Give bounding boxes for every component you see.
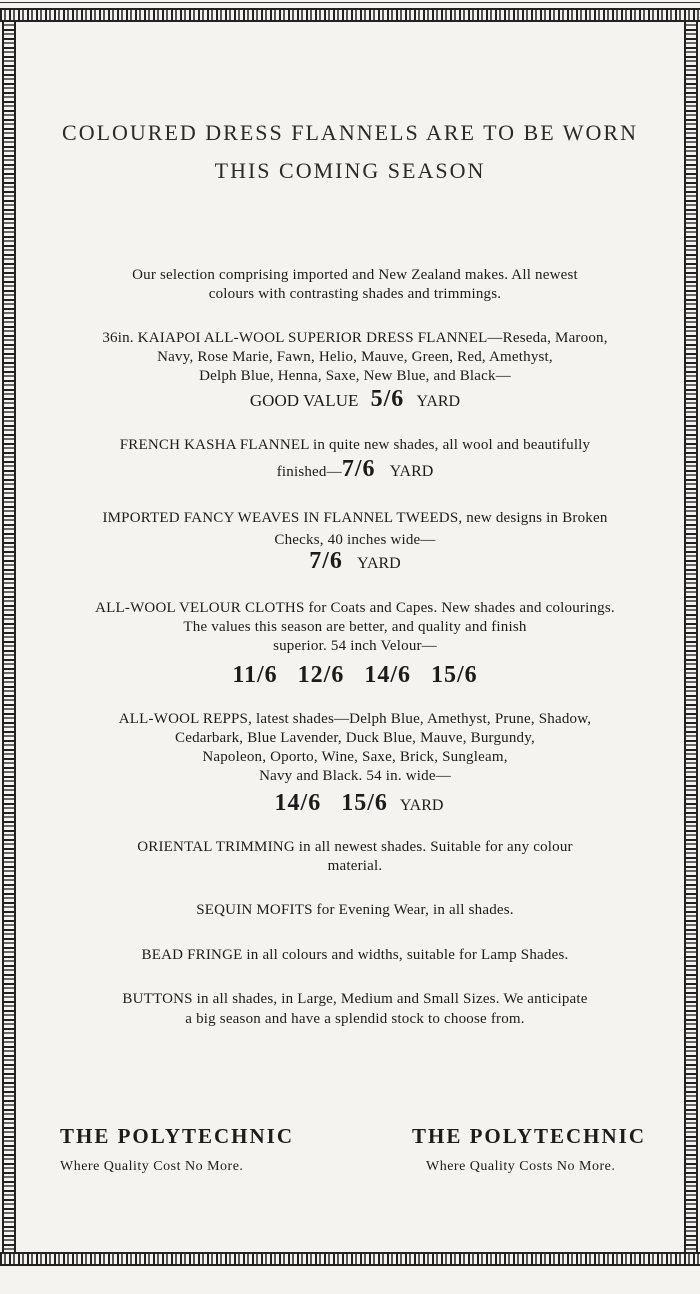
top-border (0, 8, 700, 22)
kaiapoi-price-line (40, 386, 670, 413)
kaiapoi-price-prefix: GOOD VALUE (249, 391, 359, 410)
kaiapoi-line-2: Navy, Rose Marie, Fawn, Helio, Mauve, Green, Red, Amethyst, (157, 349, 553, 365)
signature-right-tagline: Where Quality Costs No More. (426, 1159, 616, 1174)
tweeds-line-1: IMPORTED FANCY WEAVES IN FLANNEL TWEEDS, new designs in Broken (102, 510, 608, 526)
velour-prices (40, 662, 670, 689)
velour-price: 14/6 (364, 662, 411, 688)
repps-price: 14/6 (274, 790, 322, 816)
trimming-line-2: material. (327, 858, 383, 874)
intro-line-1: Our selection comprising imported and New Zealand makes. All newest (132, 267, 578, 283)
top-rule (0, 2, 700, 3)
buttons-line-2: a big season and have a splendid stock to choose from. (185, 1011, 525, 1027)
kaiapoi-price: 5/6 (370, 386, 405, 412)
velour-price: 15/6 (431, 662, 478, 688)
velour-line-2: The values this season are better, and quality and finish (183, 619, 527, 635)
trimming-line-1: ORIENTAL TRIMMING in all newest shades. Suitable for any colour (137, 839, 573, 855)
kaiapoi-unit: YARD (416, 393, 461, 410)
tweeds-unit: YARD (357, 555, 401, 572)
velour-line-1: ALL-WOOL VELOUR CLOTHS for Coats and Capes. New shades and colourings. (95, 600, 615, 616)
kasha-line-1: FRENCH KASHA FLANNEL in quite new shades, all wool and beautifully (119, 437, 591, 453)
left-border (2, 20, 16, 1252)
repps-price: 15/6 (341, 790, 388, 816)
kaiapoi-line-3: Delph Blue, Henna, Saxe, New Blue, and Black— (199, 368, 511, 384)
headline-line-1: COLOURED DRESS FLANNELS ARE TO BE WORN (62, 120, 638, 145)
repps-prices (40, 790, 670, 817)
repps-line-4: Navy and Black. 54 in. wide— (259, 768, 451, 784)
kasha-price: 7/6 (341, 456, 376, 482)
velour-price: 11/6 (232, 662, 278, 688)
repps-line-2: Cedarbark, Blue Lavender, Duck Blue, Mauve, Burgundy, (175, 730, 535, 746)
headline-line-2: THIS COMING SEASON (214, 158, 486, 183)
repps-line-1: ALL-WOOL REPPS, latest shades—Delph Blue, Amethyst, Prune, Shadow, (118, 711, 592, 727)
kasha-price-prefix: finished— (276, 464, 342, 480)
bottom-border (0, 1252, 700, 1266)
repps-line-3: Napoleon, Oporto, Wine, Saxe, Brick, Sungleam, (202, 749, 508, 765)
kaiapoi-line-1: 36in. KAIAPOI ALL-WOOL SUPERIOR DRESS FLANNEL—Reseda, Maroon, (102, 330, 608, 346)
intro-line-2: colours with contrasting shades and trimmings. (208, 286, 502, 302)
tweeds-price-line (40, 548, 670, 575)
tweeds-price: 7/6 (309, 548, 343, 574)
right-border (684, 20, 698, 1252)
tweeds-line-2: Checks, 40 inches wide— (274, 532, 436, 548)
sequin-line-1: SEQUIN MOFITS for Evening Wear, in all shades. (196, 902, 514, 918)
velour-line-3: superior. 54 inch Velour— (273, 638, 437, 654)
signature-right-name: THE POLYTECHNIC (412, 1124, 647, 1148)
repps-unit: YARD (399, 797, 444, 814)
velour-price: 12/6 (297, 662, 345, 688)
signature-left-tagline: Where Quality Cost No More. (60, 1159, 244, 1174)
kasha-price-line (40, 456, 670, 483)
buttons-line-1: BUTTONS in all shades, in Large, Medium and Small Sizes. We anticipate (122, 991, 588, 1007)
kasha-unit: YARD (389, 463, 434, 480)
signature-left-name: THE POLYTECHNIC (60, 1124, 295, 1148)
bead-line-1: BEAD FRINGE in all colours and widths, suitable for Lamp Shades. (141, 947, 569, 963)
